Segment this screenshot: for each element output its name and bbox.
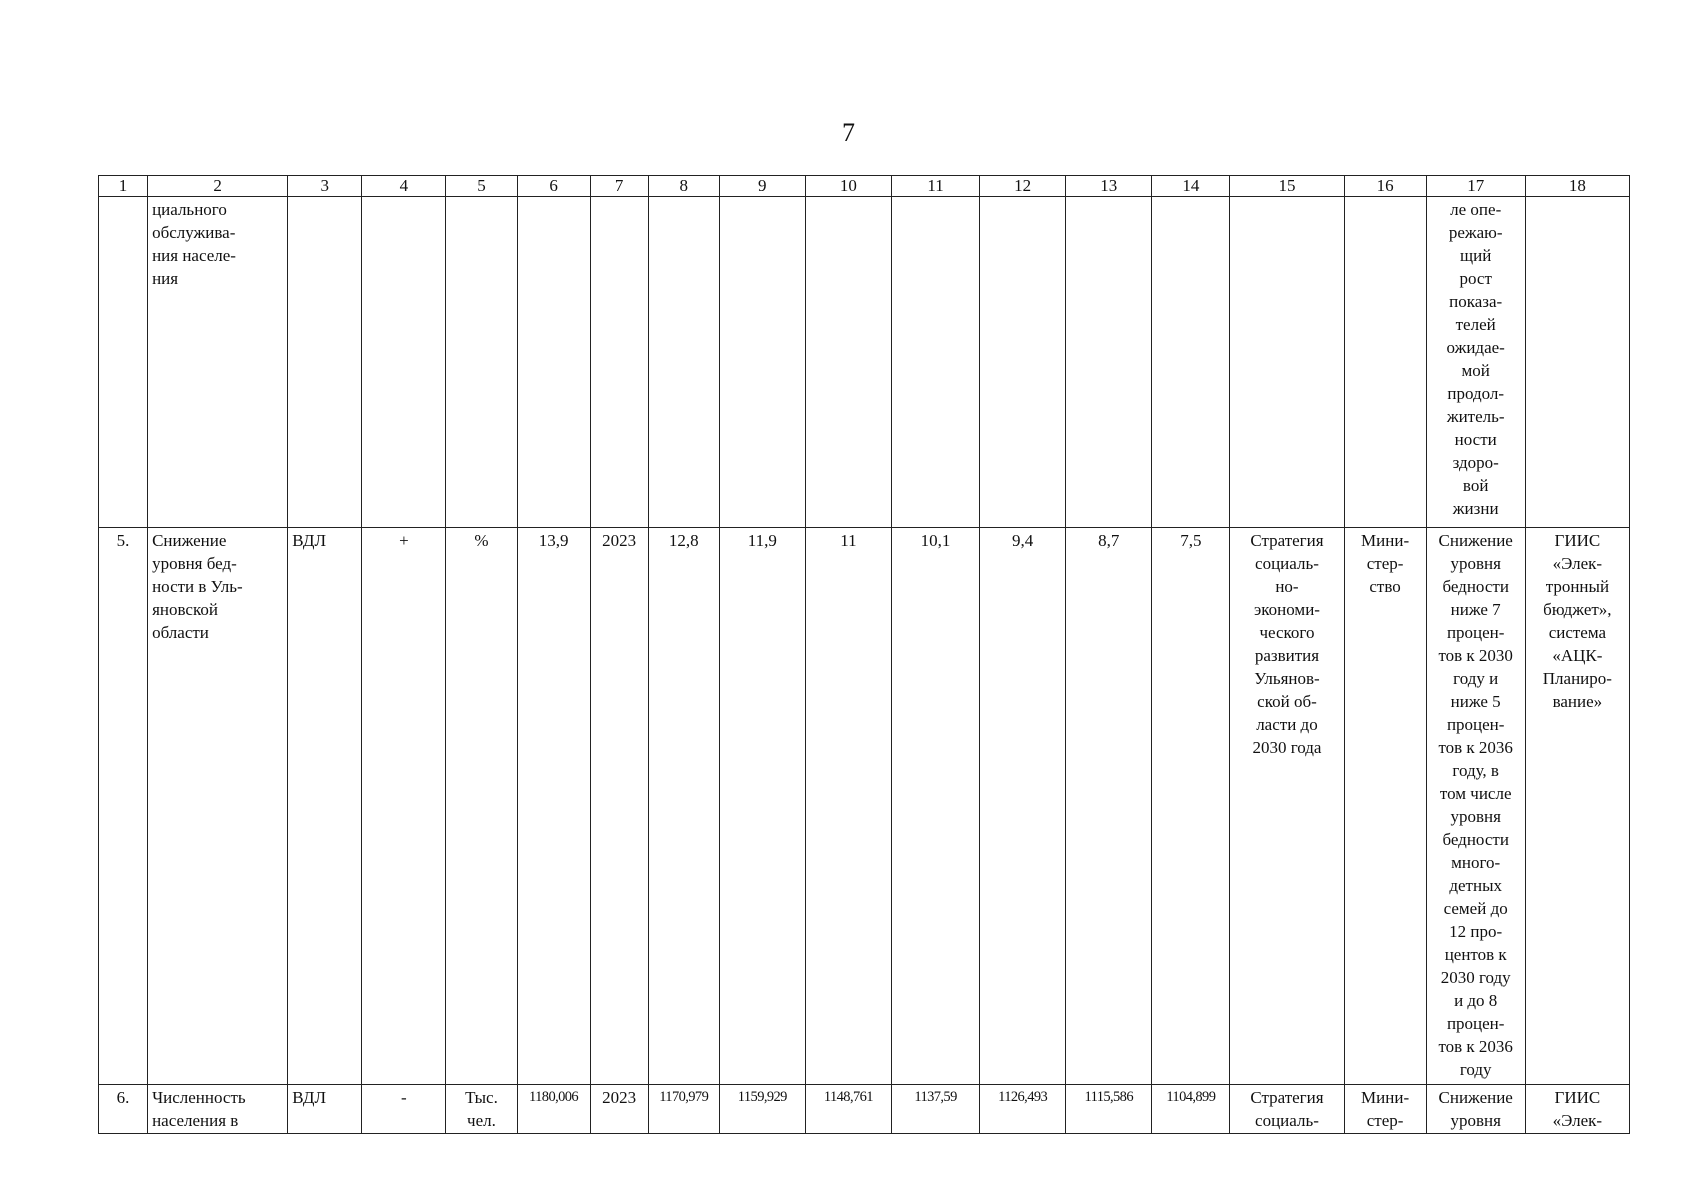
value-cell: 1126,493 [980,1085,1066,1134]
table-row [99,1085,1630,1134]
table-cell [1230,197,1344,528]
value-cell: 1115,586 [1066,1085,1152,1134]
table-cell [719,197,805,528]
trend-sign-cell: - [362,1085,446,1134]
value-cell: 12,8 [648,528,719,1085]
responsible-cell: Мини- стер- [1344,1085,1426,1134]
column-header: 18 [1525,176,1629,197]
row-number-cell: 5. [99,528,148,1085]
value-cell: 1170,979 [648,1085,719,1134]
value-cell: 7,5 [1152,528,1230,1085]
table-row [99,197,1630,528]
column-header: 13 [1066,176,1152,197]
indicators-table [98,175,1630,1134]
column-header: 9 [719,176,805,197]
column-header: 6 [517,176,590,197]
table-cell [288,197,362,528]
column-header: 2 [148,176,288,197]
table-cell [1525,197,1629,528]
column-header: 5 [446,176,517,197]
table-cell [446,197,517,528]
table-cell [1344,197,1426,528]
table-cell [891,197,979,528]
table-cell [980,197,1066,528]
table-cell [517,197,590,528]
indicator-name-cell: Численность населения в [148,1085,288,1134]
page-number: 7 [842,118,855,147]
column-header: 4 [362,176,446,197]
responsible-cell: Мини- стер- ство [1344,528,1426,1085]
table-cell [1066,197,1152,528]
indicator-level-cell: ВДЛ [288,528,362,1085]
trend-sign-cell: + [362,528,446,1085]
base-year-cell: 2023 [590,1085,648,1134]
value-cell: 1104,899 [1152,1085,1230,1134]
value-cell: 11,9 [719,528,805,1085]
column-header: 17 [1426,176,1525,197]
value-cell: 10,1 [891,528,979,1085]
table-cell [648,197,719,528]
column-header: 7 [590,176,648,197]
target-description-cell: ле опе- режаю- щий рост показа- телей ожидае- мой продол- житель- ности здоро- вой жизни [1426,197,1525,528]
value-cell: 1137,59 [891,1085,979,1134]
header-row [99,176,1630,197]
column-header: 16 [1344,176,1426,197]
base-value-cell: 1180,006 [517,1085,590,1134]
value-cell: 1148,761 [805,1085,891,1134]
value-cell: 11 [805,528,891,1085]
source-document-cell: Стратегия социаль- [1230,1085,1344,1134]
table-cell [99,197,148,528]
table-row [99,528,1630,1085]
unit-cell: Тыс. чел. [446,1085,517,1134]
table-cell [590,197,648,528]
information-system-cell: ГИИС «Элек- [1525,1085,1629,1134]
row-number-cell: 6. [99,1085,148,1134]
column-header: 1 [99,176,148,197]
column-header: 3 [288,176,362,197]
column-header: 8 [648,176,719,197]
table-cell [362,197,446,528]
column-header: 10 [805,176,891,197]
table-cell [1152,197,1230,528]
indicator-level-cell: ВДЛ [288,1085,362,1134]
column-header: 15 [1230,176,1344,197]
column-header: 11 [891,176,979,197]
target-description-cell: Снижение уровня бедности ниже 7 процен- тов к 2030 году и ниже 5 процен- тов к 2036 году, в том числе уровня бедности много- детных семей до 12 про- центов к 2030 году и до 8 процен- тов к 2036 году [1426,528,1525,1085]
table-cell [805,197,891,528]
base-year-cell: 2023 [590,528,648,1085]
value-cell: 8,7 [1066,528,1152,1085]
column-header: 12 [980,176,1066,197]
base-value-cell: 13,9 [517,528,590,1085]
column-header: 14 [1152,176,1230,197]
indicator-name-cell: циального обслужива- ния населе- ния [148,197,288,528]
unit-cell: % [446,528,517,1085]
source-document-cell: Стратегия социаль- но- экономи- ческого развития Ульянов- ской об- ласти до 2030 года [1230,528,1344,1085]
value-cell: 9,4 [980,528,1066,1085]
indicator-name-cell: Снижение уровня бед- ности в Уль- яновской области [148,528,288,1085]
target-description-cell: Снижение уровня [1426,1085,1525,1134]
information-system-cell: ГИИС «Элек- тронный бюджет», система «АЦК- Планиро- вание» [1525,528,1629,1085]
value-cell: 1159,929 [719,1085,805,1134]
